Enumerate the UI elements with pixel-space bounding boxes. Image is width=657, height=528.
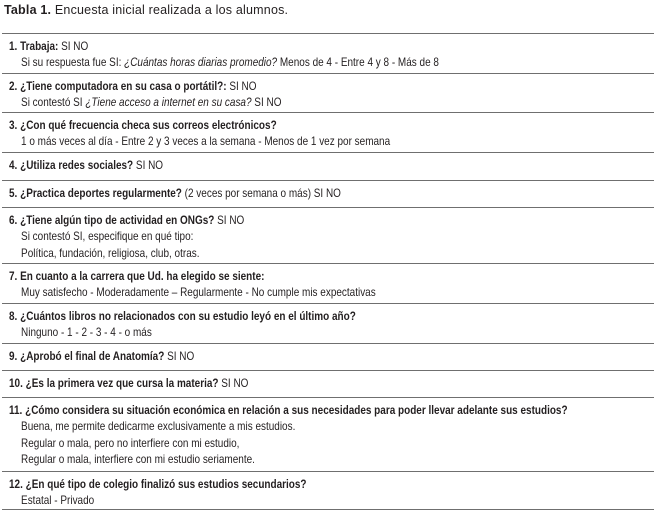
sub-options: Política, fundación, religiosa, club, otras.: [21, 246, 200, 260]
question-number: 6.: [9, 214, 18, 227]
question-options: SI NO: [226, 80, 257, 93]
question-text: Trabaja:: [20, 40, 59, 53]
table-row: [2, 207, 654, 263]
question-number: 8.: [9, 310, 18, 323]
table-caption-label: Tabla 1.: [4, 3, 52, 17]
table-row: [2, 112, 654, 152]
question-number: 11.: [9, 404, 23, 417]
sub-text: Si su respuesta fue SI:: [21, 56, 125, 70]
question-number: 10.: [9, 377, 23, 390]
question-text: ¿Es la primera vez que cursa la materia?: [25, 377, 219, 390]
question-text: ¿Cuántos libros no relacionados con su estudio leyó en el último año?: [20, 310, 356, 323]
question-options: SI NO: [214, 214, 245, 227]
question-options: SI NO: [133, 159, 164, 172]
sub-option: Regular o mala, pero no interfiere con mi estudio,: [21, 436, 240, 450]
question-number: 7.: [9, 270, 18, 283]
table-row: [2, 180, 654, 207]
question-text: ¿Utiliza redes sociales?: [20, 159, 134, 172]
question-text: ¿Cómo considera su situación económica en relación a sus necesidades para poder llevar adelante sus estudios?: [25, 404, 568, 417]
question-text: ¿En qué tipo de colegio finalizó sus estudios secundarios?: [25, 478, 307, 491]
question-number: 9.: [9, 350, 18, 363]
survey-table: [2, 33, 654, 510]
sub-text: Si contestó SI, especifique en qué tipo:: [21, 230, 194, 244]
table-row: [2, 370, 654, 397]
table-row: [2, 73, 654, 112]
table-row: [2, 34, 654, 73]
sub-question: ¿Cuántas horas diarias promedio?: [124, 56, 278, 70]
question-number: 4.: [9, 159, 18, 172]
question-text: ¿Tiene algún tipo de actividad en ONGs?: [20, 214, 215, 227]
table-row: [2, 471, 654, 509]
question-number: 5.: [9, 187, 18, 200]
question-options: SI NO: [218, 377, 249, 390]
sub-text: Si contestó SI: [21, 96, 86, 110]
sub-options: Menos de 4 - Entre 4 y 8 - Más de 8: [277, 56, 439, 70]
question-number: 12.: [9, 478, 23, 491]
question-text: ¿Tiene computadora en su casa o portátil?:: [20, 80, 227, 93]
table-row: [2, 263, 654, 303]
table-row: [2, 343, 654, 370]
sub-question: ¿Tiene acceso a internet en su casa?: [85, 96, 252, 110]
table-caption: [4, 3, 288, 17]
sub-options: Muy satisfecho - Moderadamente – Regularmente - No cumple mis expectativas: [21, 286, 376, 300]
table-row: [2, 303, 654, 343]
sub-options: Ninguno - 1 - 2 - 3 - 4 - o más: [21, 326, 152, 340]
sub-options: 1 o más veces al día - Entre 2 y 3 veces a la semana - Menos de 1 vez por semana: [21, 135, 391, 149]
sub-option: Buena, me permite dedicarme exclusivamente a mis estudios.: [21, 420, 296, 434]
question-options: (2 veces por semana o más) SI NO: [181, 187, 341, 200]
sub-options: SI NO: [251, 96, 282, 110]
question-number: 2.: [9, 80, 18, 93]
sub-option: Regular o mala, interfiere con mi estudio seriamente.: [21, 453, 255, 467]
question-number: 1.: [9, 40, 18, 53]
question-text: ¿Practica deportes regularmente?: [20, 187, 182, 200]
question-options: SI NO: [164, 350, 195, 363]
question-text: En cuanto a la carrera que Ud. ha elegido se siente:: [20, 270, 265, 283]
question-options: SI NO: [58, 40, 89, 53]
sub-options: Estatal - Privado: [21, 494, 95, 508]
question-text: ¿Con qué frecuencia checa sus correos electrónicos?: [20, 119, 277, 132]
table-row: [2, 152, 654, 180]
table-caption-text: Encuesta inicial realizada a los alumnos.: [51, 3, 289, 17]
question-text: ¿Aprobó el final de Anatomía?: [20, 350, 165, 363]
table-row: [2, 397, 654, 471]
question-number: 3.: [9, 119, 18, 132]
